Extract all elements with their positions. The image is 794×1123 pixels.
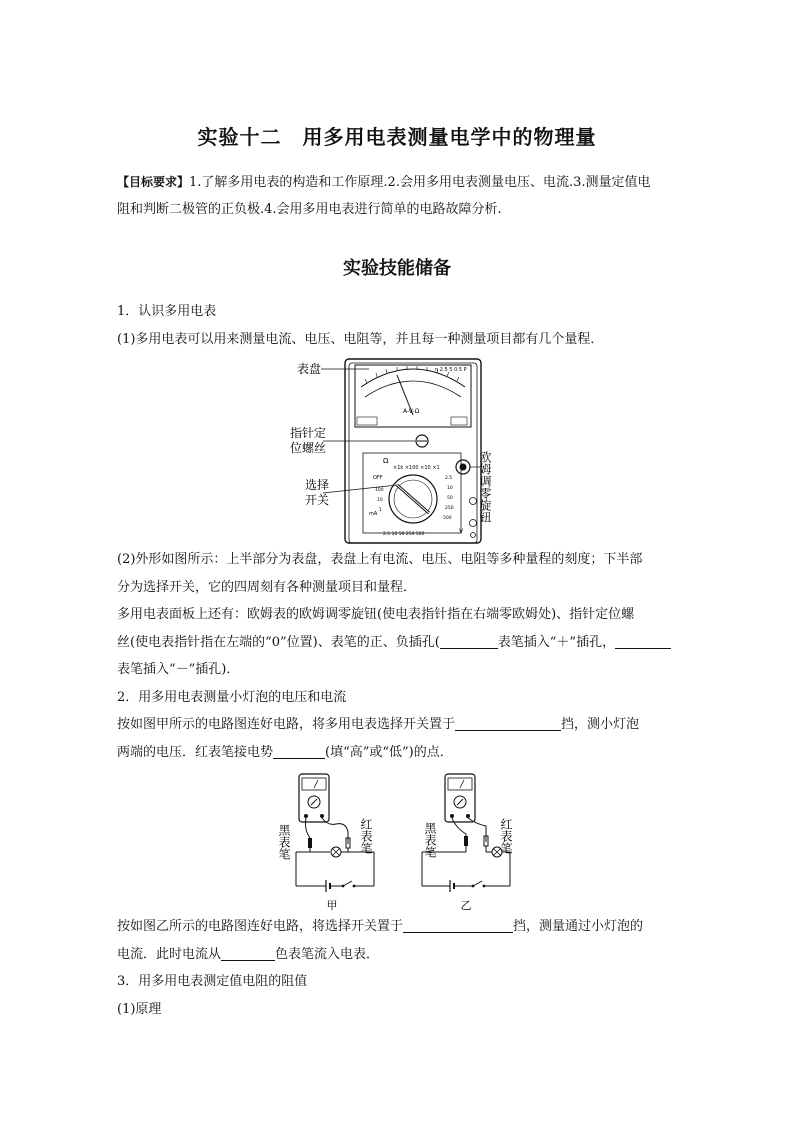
- circuit-figures: [277, 768, 530, 912]
- s2-paragraph-2: [117, 739, 679, 767]
- s2-p4-post: 色表笔流入电表．: [275, 947, 380, 962]
- label-black-probe-b: 黑表笔: [423, 822, 437, 858]
- s2-p2-pre: 两端的电压．红表笔接电势: [117, 745, 274, 760]
- multimeter-figure: [285, 355, 515, 547]
- s2-p2-post: (填“高”或“低”)的点．: [325, 745, 453, 760]
- scale-top-text: n 2.5 5 0.5 P: [435, 367, 467, 373]
- s1-paragraph-3a: 多用电表面板上还有：欧姆表的欧姆调零旋钮(使电表指针指在右端零欧姆处)、指针定位螺: [117, 607, 635, 622]
- dc-right-2: 50: [447, 496, 453, 501]
- dc-right-1: 10: [447, 486, 453, 491]
- page-title: 实验十二 用多用电表测量电学中的物理量: [197, 125, 597, 149]
- v-label: V: [459, 528, 464, 535]
- s2-paragraph-1: [117, 711, 679, 739]
- ohm-range-text: ×1k ×100 ×10 ×1: [393, 465, 440, 471]
- label-red-probe-a: 红表笔: [359, 818, 373, 854]
- label-screw-1: 指针定: [290, 426, 327, 440]
- ma-label: mA: [369, 511, 378, 517]
- s2-p3-pre: 按如图乙所示的电路图连好电路，将选择开关置于: [117, 919, 404, 934]
- s2-paragraph-4: [117, 941, 679, 969]
- blank-switch-current[interactable]: [403, 918, 513, 933]
- s3-sub-1: (1)原理: [117, 1002, 162, 1017]
- s2-p4-pre: 电流．此时电流从: [117, 947, 222, 962]
- switch-icon: [343, 881, 352, 886]
- off-label: OFF: [373, 475, 383, 481]
- jack-positive-icon: [470, 498, 477, 505]
- s2-p3-post: 挡，测量通过小灯泡的: [513, 919, 644, 934]
- dc-right-4: 500: [443, 516, 452, 521]
- dc-left-2: 1: [379, 508, 382, 513]
- label-red-probe-b: 红表笔: [499, 818, 513, 854]
- s2-p1-pre: 按如图甲所示的电路图连好电路，将多用电表选择开关置于: [117, 717, 456, 732]
- s2-heading: 2．用多用电表测量小灯泡的电压和电流: [117, 690, 347, 705]
- s2-p1-post: 挡，测小灯泡: [561, 717, 640, 732]
- objectives-label: 【目标要求】: [117, 175, 190, 189]
- s3-heading: 3．用多用电表测定值电阻的阻值: [117, 974, 308, 989]
- s1-p3b-mid: 表笔插入“＋”插孔，: [497, 635, 616, 650]
- s1-paragraph-3b: [117, 629, 679, 657]
- s1-heading: 1．认识多用电表: [117, 304, 217, 319]
- blank-negative-probe[interactable]: [615, 634, 671, 649]
- blank-switch-voltage[interactable]: [455, 716, 561, 731]
- s1-p3b-pre: 丝(使电表指针指在左端的“0”位置)、表笔的正、负插孔(: [117, 635, 440, 650]
- jack-negative-icon: [470, 520, 477, 527]
- blank-potential[interactable]: [273, 744, 325, 759]
- s1-paragraph-2b: 分为选择开关，它的四周刻有各种测量项目和量程．: [117, 580, 417, 595]
- switch-icon-b: [473, 881, 482, 886]
- blank-probe-color[interactable]: [221, 946, 275, 961]
- s1-paragraph-3c: 表笔插入“－”插孔)．: [117, 662, 240, 677]
- s1-paragraph-2a: (2)外形如图所示：上半部分为表盘，表盘上有电流、电压、电阻等多种量程的刻度；下半部: [117, 552, 643, 567]
- omega-label: Ω: [383, 457, 389, 465]
- fig-label-a: 甲: [326, 899, 338, 912]
- label-dial: 表盘: [297, 362, 322, 376]
- s2-paragraph-3: [117, 913, 679, 941]
- label-black-probe-a: 黑表笔: [277, 824, 291, 860]
- scale-mid-text: A-V-Ω: [403, 408, 420, 415]
- objectives-text-1: 1.了解多用电表的构造和工作原理.2.会用多用电表测量电压、电流.3.测量定值电: [189, 175, 651, 190]
- objectives-line-1: [117, 168, 679, 197]
- blank-positive-probe[interactable]: [440, 634, 498, 649]
- label-screw-2: 位螺丝: [290, 441, 327, 455]
- dc-right-3: 250: [445, 506, 454, 511]
- label-switch-2: 开关: [305, 493, 330, 507]
- bottom-values: 2.5 10 50 250 500: [383, 532, 425, 537]
- label-switch-1: 选择: [305, 478, 330, 492]
- dc-left-0: 100: [375, 488, 384, 493]
- section-title: 实验技能储备: [343, 258, 451, 279]
- label-ohm-knob: 欧姆调零旋钮: [478, 451, 492, 523]
- s1-paragraph-1: (1)多用电表可以用来测量电流、电压、电阻等，并且每一种测量项目都有几个量程．: [117, 332, 604, 347]
- dc-right-0: 2.5: [445, 476, 453, 481]
- dc-left-1: 10: [377, 498, 383, 503]
- fig-label-b: 乙: [460, 899, 472, 912]
- dial-window: [355, 365, 471, 427]
- objectives-line-2: 阻和判断二极管的正负极.4.会用多用电表进行简单的电路故障分析.: [117, 202, 502, 217]
